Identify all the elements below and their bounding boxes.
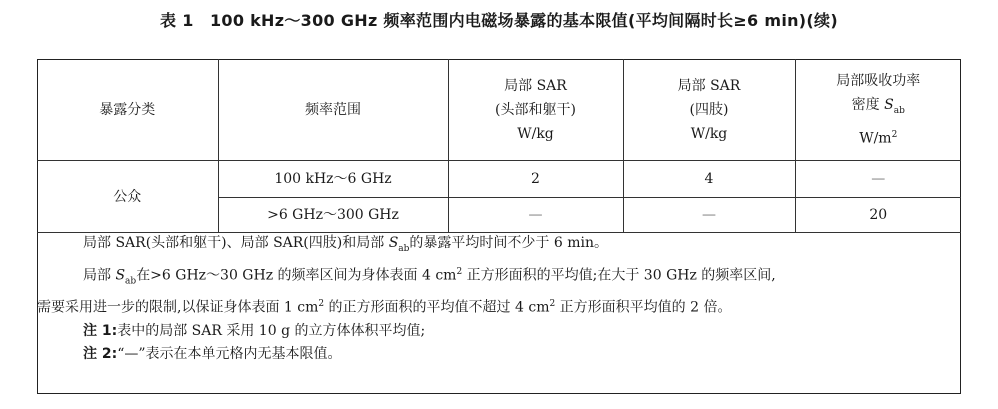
frequency-cell: 100 kHz～6 GHz bbox=[218, 161, 448, 198]
power-density-cell: 20 bbox=[795, 198, 961, 233]
header-unit: W/kg bbox=[690, 125, 728, 142]
header-sar-head-trunk bbox=[448, 59, 623, 161]
header-row bbox=[37, 59, 961, 161]
sar-limbs-cell: — bbox=[623, 198, 795, 233]
spatial-averaging-paragraph: 局部 $S_{ab}$在>6 GHz～30 GHz 的频率区间为身体表面 4 $cm^2$ 正方形面积的平均值;在大于 30 GHz 的频率区间, bbox=[83, 266, 776, 287]
header-line: (四肢) bbox=[689, 101, 729, 118]
frequency-cell: >6 GHz～300 GHz bbox=[218, 198, 448, 233]
header-line: 局部 SAR bbox=[677, 77, 741, 94]
header-frequency-range: 频率范围 bbox=[218, 59, 448, 161]
note-2: 注 2:“—”表示在本单元格内无基本限值。 bbox=[83, 345, 342, 362]
averaging-time-paragraph: 局部 SAR(头部和躯干)、局部 SAR(四肢)和局部 $S_{ab}$的暴露平均时间不少于 6 min。 bbox=[83, 235, 608, 254]
header-unit: W/kg bbox=[517, 125, 554, 142]
header-absorbed-power-density bbox=[795, 59, 961, 161]
sar-limbs-cell: 4 bbox=[623, 161, 795, 198]
sar-head-trunk-cell: 2 bbox=[448, 161, 623, 198]
header-line: 局部吸收功率 bbox=[836, 72, 921, 89]
table-caption: 表 1 100 kHz～300 GHz 频率范围内电磁场暴露的基本限值(平均间隔时长≥6 min)(续) bbox=[160, 11, 838, 30]
note-1: 注 1:表中的局部 SAR 采用 10 g 的立方体体积平均值; bbox=[83, 322, 426, 339]
category-cell: 公众 bbox=[37, 161, 218, 233]
header-line: 密度 $S_{ab}$ bbox=[851, 96, 905, 116]
sar-head-trunk-cell: — bbox=[448, 198, 623, 233]
table-row bbox=[37, 161, 961, 198]
header-line: (头部和躯干) bbox=[495, 101, 576, 118]
notes-section bbox=[37, 232, 961, 366]
exposure-limits-table bbox=[37, 59, 961, 233]
spatial-averaging-continuation: 需要采用进一步的限制,以保证身体表面 1 $cm^2$ 的正方形面积的平均值不超过 4 $cm^2$ 正方形面积平均值的 2 倍。 bbox=[37, 299, 732, 316]
header-sar-limbs bbox=[623, 59, 795, 161]
header-exposure-category: 暴露分类 bbox=[37, 59, 218, 161]
header-unit: $W/m^2$ bbox=[859, 129, 898, 147]
power-density-cell: — bbox=[795, 161, 961, 198]
header-line: 局部 SAR bbox=[504, 77, 567, 94]
